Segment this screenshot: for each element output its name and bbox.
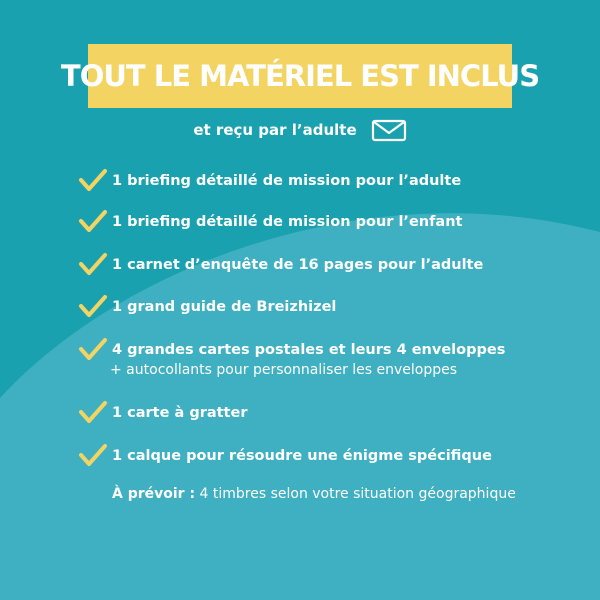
list-item-label: 1 calque pour résoudre une énigme spécifique — [112, 448, 492, 464]
list-item — [78, 294, 336, 318]
subtitle-row — [0, 117, 600, 143]
check-icon — [78, 294, 108, 318]
page-title: TOUT LE MATÉRIEL EST INCLUS — [60, 59, 540, 93]
list-item-sublabel: + autocollants pour personnaliser les enveloppes — [110, 362, 458, 378]
check-icon — [78, 337, 108, 361]
list-item-label: 1 grand guide de Breizhizel — [112, 299, 337, 315]
list-item-label: 1 briefing détaillé de mission pour l’enfant — [112, 214, 463, 230]
note-text: 4 timbres selon votre situation géographique — [195, 486, 516, 502]
list-item — [78, 443, 492, 467]
list-item — [78, 168, 461, 192]
check-icon — [78, 252, 108, 276]
check-icon — [78, 443, 108, 467]
check-icon — [78, 168, 108, 192]
envelope-icon — [371, 118, 407, 142]
note-label: À prévoir : — [112, 486, 196, 502]
list-item — [78, 337, 505, 380]
list-item — [78, 252, 483, 276]
list-item-label: 1 carte à gratter — [112, 405, 248, 421]
list-item — [78, 209, 462, 233]
list-item-label: 1 carnet d’enquête de 16 pages pour l’adulte — [112, 257, 484, 273]
note — [112, 486, 516, 502]
list-item-label: 1 briefing détaillé de mission pour l’adulte — [112, 173, 462, 189]
subtitle: et reçu par l’adulte — [193, 121, 357, 139]
check-icon — [78, 209, 108, 233]
list-item — [78, 400, 247, 424]
check-icon — [78, 400, 108, 424]
title-banner — [60, 44, 540, 108]
list-item-label: 4 grandes cartes postales et leurs 4 enveloppes — [112, 342, 506, 358]
